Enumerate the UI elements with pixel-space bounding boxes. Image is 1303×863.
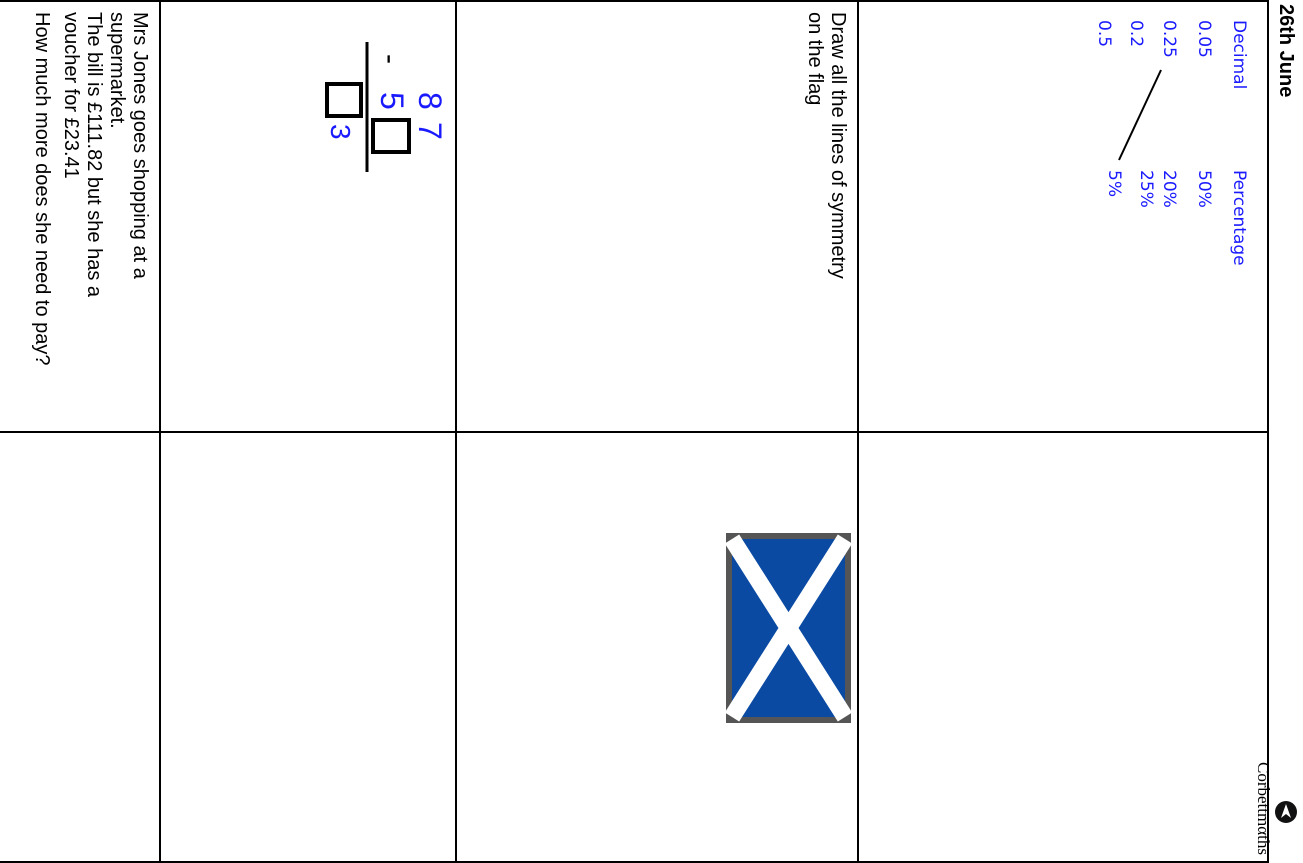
subtraction-problem[interactable] bbox=[323, 32, 453, 212]
decimal-item: 0.2 bbox=[1126, 20, 1146, 48]
match-line bbox=[1119, 70, 1161, 160]
shopping-cell bbox=[0, 1, 160, 432]
subtraction-cell bbox=[160, 1, 456, 432]
shopping-line: How much more does she need to pay? bbox=[31, 12, 53, 366]
date-heading: 26th June bbox=[1275, 4, 1297, 98]
decimal-item: 0.25 bbox=[1159, 20, 1179, 58]
answer-digit: 3 bbox=[325, 124, 356, 140]
minus-sign: - bbox=[374, 54, 407, 64]
percentage-item: 50% bbox=[1194, 170, 1214, 208]
blank-box[interactable] bbox=[373, 120, 409, 152]
percentage-header: Percentage bbox=[1229, 170, 1249, 266]
percentage-item: 5% bbox=[1104, 170, 1124, 197]
top-digit: 8 bbox=[412, 92, 448, 110]
percentage-item: 20% bbox=[1159, 170, 1179, 208]
decimal-header: Decimal bbox=[1229, 20, 1249, 90]
shopping-line: Mrs Jones goes shopping at a supermarket. bbox=[106, 12, 151, 279]
flag-cell[interactable] bbox=[456, 432, 858, 863]
empty-cell[interactable] bbox=[160, 432, 456, 863]
matching-cell bbox=[858, 1, 1268, 432]
symmetry-question: Draw all the lines of symmetry on the flag bbox=[804, 12, 849, 279]
logo-icon bbox=[1273, 792, 1299, 832]
shopping-question bbox=[22, 2, 159, 382]
percentage-item: 25% bbox=[1136, 170, 1156, 208]
saltire-flag[interactable] bbox=[726, 533, 851, 723]
shopping-line: The bill is £111.82 but she has a voucher for £23.41 bbox=[60, 12, 105, 297]
middle-digit: 5 bbox=[374, 92, 410, 110]
decimal-item: 0.05 bbox=[1194, 20, 1214, 58]
decimal-item: 0.5 bbox=[1094, 20, 1114, 48]
empty-cell[interactable] bbox=[0, 432, 160, 863]
decimal-percentage-match[interactable] bbox=[1019, 10, 1259, 430]
symmetry-cell bbox=[456, 1, 858, 432]
top-digit: 7 bbox=[412, 122, 448, 140]
logo-text: Corbettmαths bbox=[1254, 762, 1273, 855]
empty-cell[interactable] bbox=[858, 432, 1268, 863]
blank-box[interactable] bbox=[327, 84, 361, 116]
